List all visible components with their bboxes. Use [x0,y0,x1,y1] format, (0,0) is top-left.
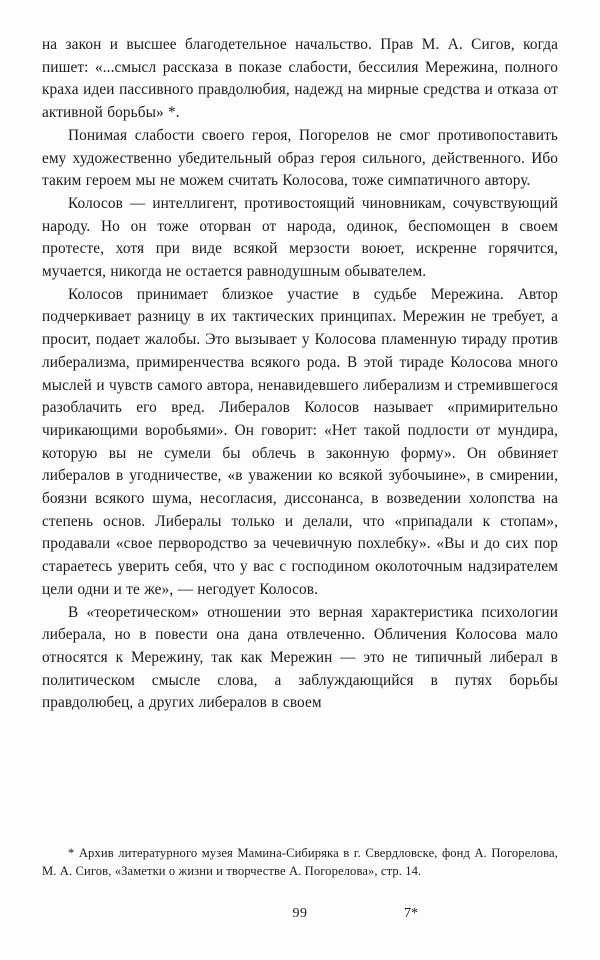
page-number: 99 [292,906,308,921]
sheet-signature: 7* [404,906,418,921]
paragraph: В «теоретическом» отношении это верная характеристика психологии либерала, но в повести она дана отвлеченно. Обличения Колосова мало относятся к Мережину, так как Мережин — это не типичный либерал в политическом смысле слова, а заблуждающийся в путях борьбы правдолюбец, а других либералов в своем [42,603,558,712]
footnote-text: * Архив литературного музея Мамина-Сибиряка в г. Свердловске, фонд А. Погорелова, М. А. Сигов, «Заметки о жизни и творчестве А. Погорелова», стр. 14. [42,846,558,878]
body-text-column [42,34,558,715]
paragraph: Понимая слабости своего героя, Погорелов не смог противопоставить ему художественно убедительный образ героя сильного, действенного. Ибо таким героем мы не можем считать Колосова, тоже симпатичного автору. [42,126,558,190]
paragraph: Колосов — интеллигент, противостоящий чиновникам, сочувствующий народу. Но он тоже оторван от народа, одинок, беспомощен в своем протесте, хотя при виде всякой мерзости воюет, искренне горячится, мучается, никогда не остается равнодушным обывателем. [42,194,558,281]
paragraph: на закон и высшее благодетельное начальство. Прав М. А. Сигов, когда пишет: «...смысл рассказа в показе слабости, бессилия Мережина, полного краха идеи пассивного правдолюбия, надежд на мирные средства и отказа от активной борьбы» *. [42,36,558,122]
footnote-area [42,838,558,880]
page-footer [42,906,558,926]
paragraph: Колосов принимает близкое участие в судьбе Мережина. Автор подчеркивает разницу в их тактических принципах. Мережин не требует, а просит, подает жалобы. Это вызывает у Колосова пламенную тираду против либерализма, примиренчества всякого рода. В этой тираде Колосова много мыслей и чувств самого автора, ненавидевшего либерализм и стремившегося разоблачить его вред. Либералов Колосов называет «примирительно чирикающими воробьями». Он говорит: «Нет такой подлости от мундира, которую вы не сумели бы облечь в законную форму». Он обвиняет либералов в угодничестве, «в уважении ко всякой зубочыине», в смирении, боязни всякого шума, несогласия, диссонанса, в возведении холопства на степень основ. Либералы только и делали, что «припадали к стопам», продавали «свое первородство за чечевичную похлебку». «Вы и до сих пор стараетесь уверить себя, что у вас с господином околоточным надзирателем цели одни и те же», — негодует Колосов. [42,285,558,598]
